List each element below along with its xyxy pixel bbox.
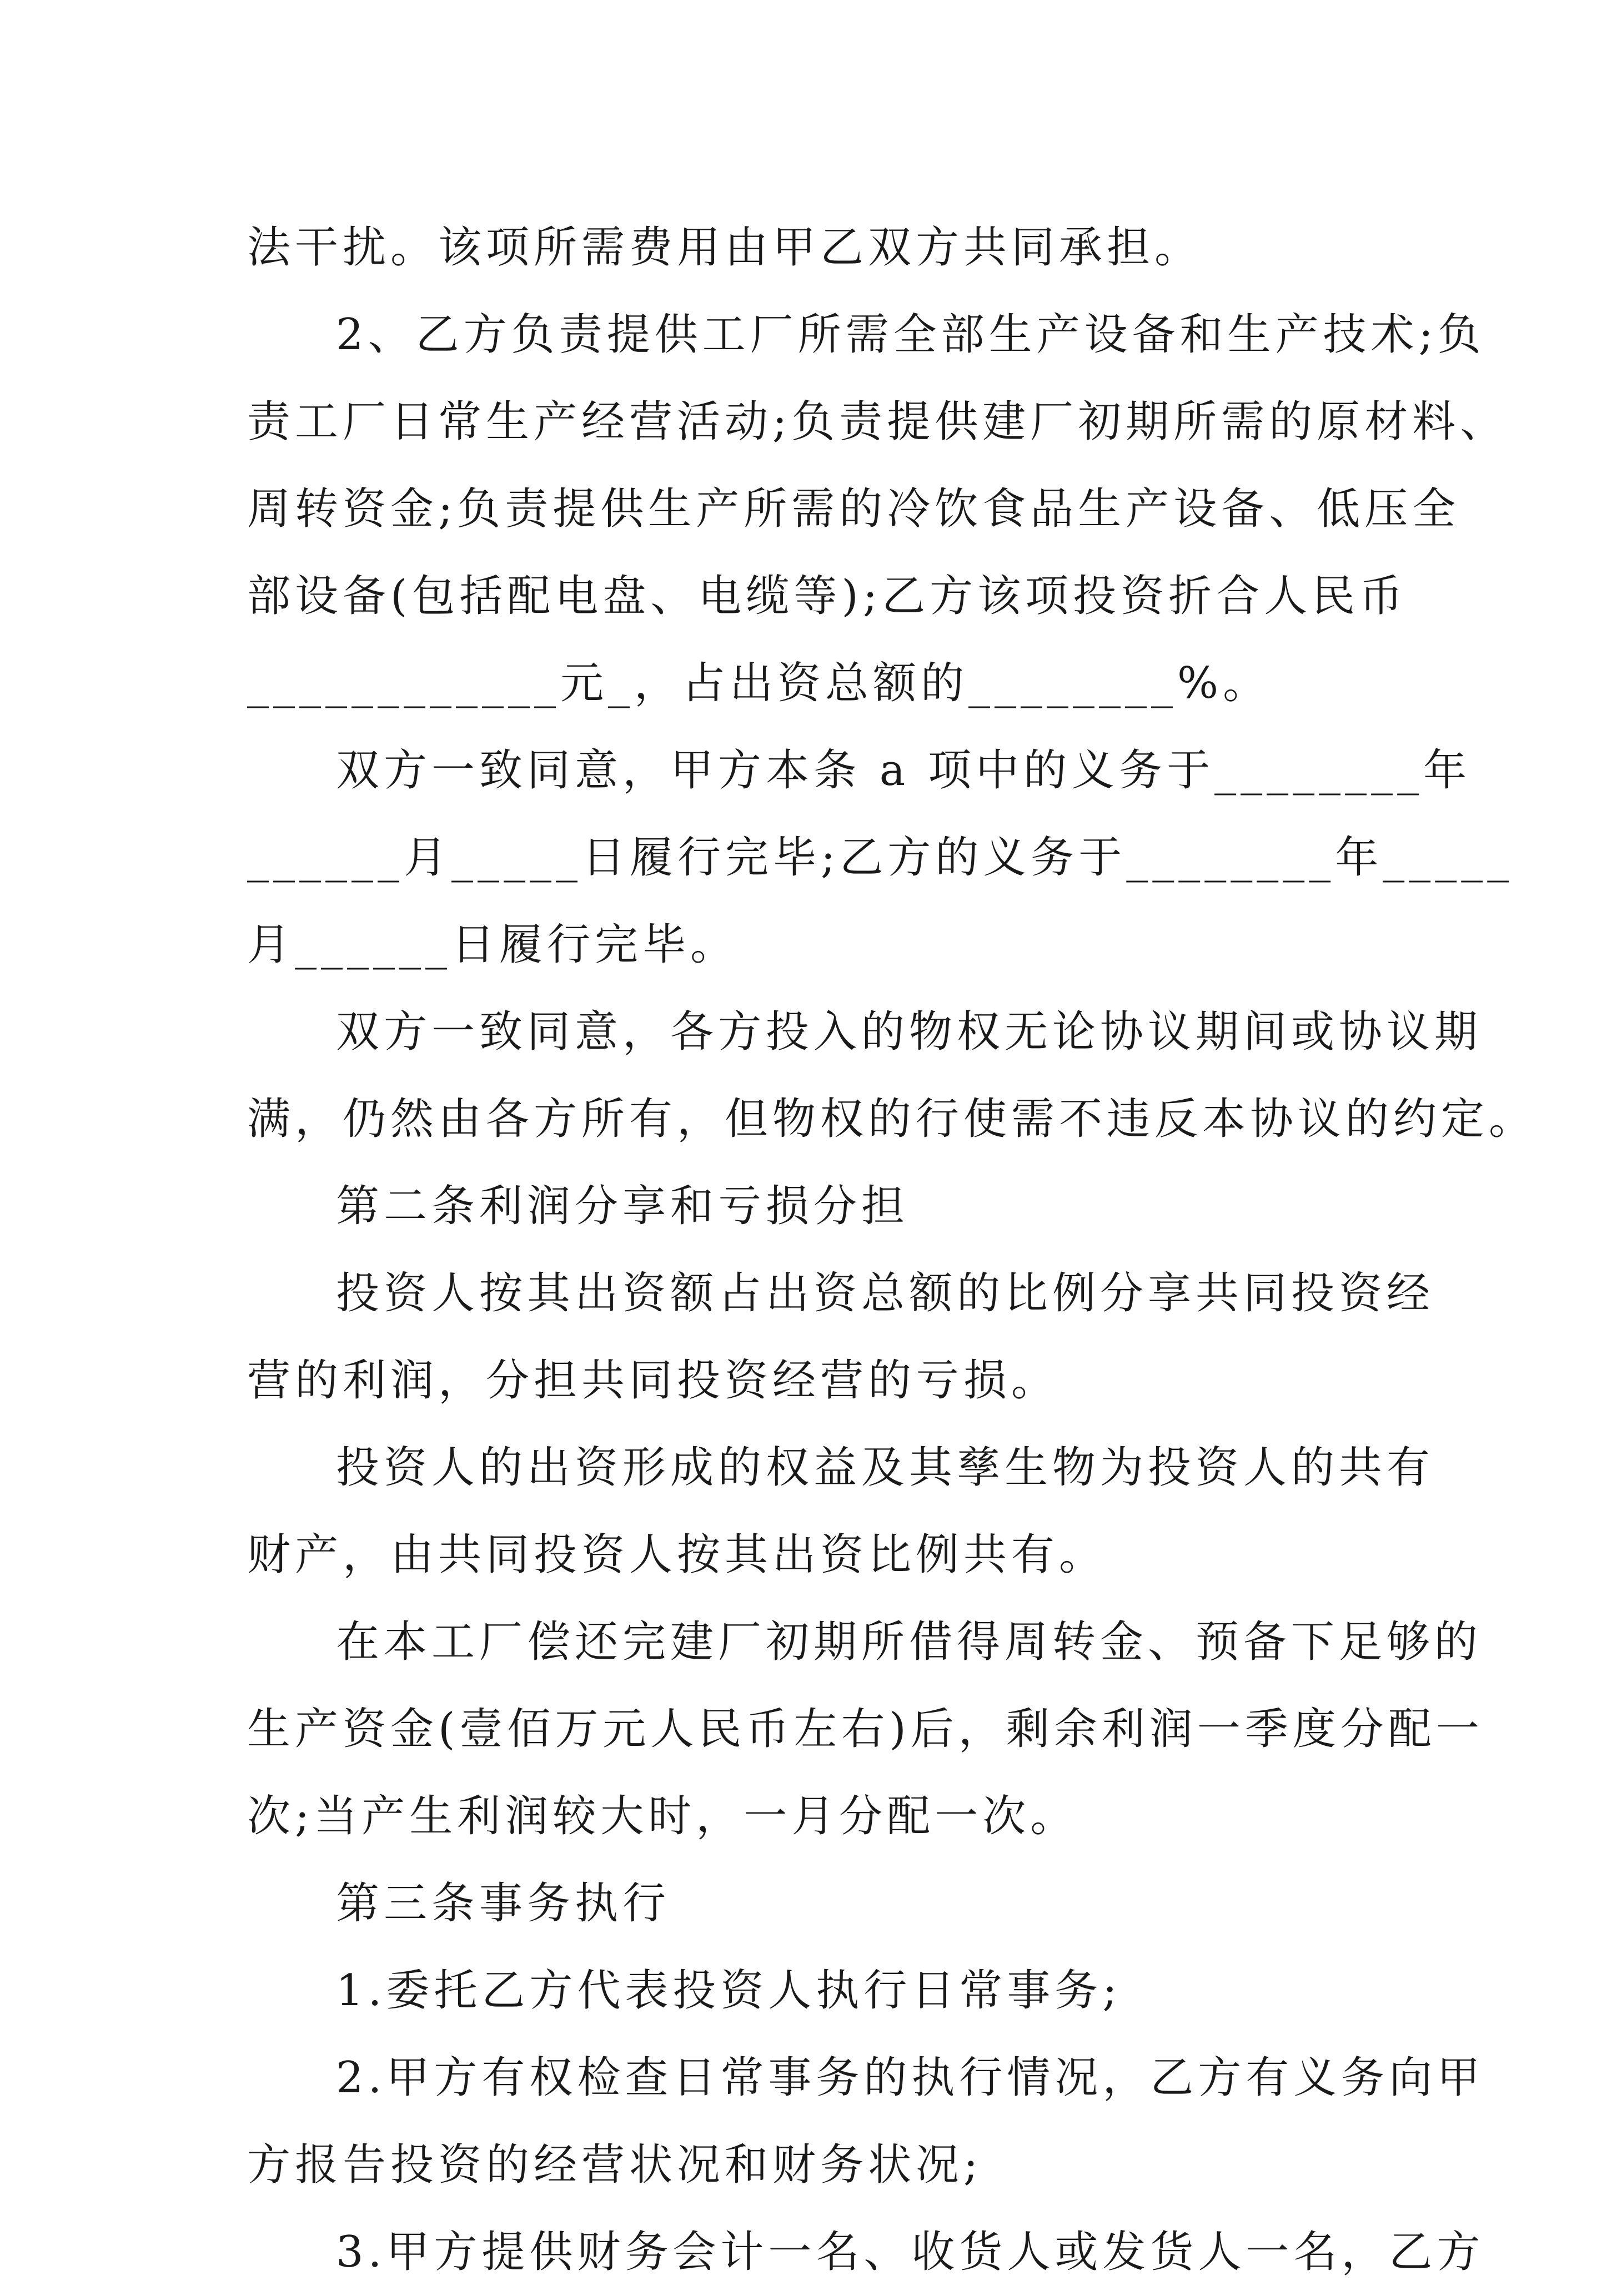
text-line: 双方一致同意，各方投入的物权无论协议期间或协议期 bbox=[336, 1007, 1483, 1057]
text-line: 满，仍然由各方所有，但物权的行使需不违反本协议的约定。 bbox=[247, 1094, 1537, 1144]
section-heading: 第二条利润分享和亏损分担 bbox=[336, 1181, 910, 1231]
text-line: 营的利润，分担共同投资经营的亏损。 bbox=[247, 1356, 1059, 1406]
text-line: 次;当产生利润较大时，一月分配一次。 bbox=[247, 1791, 1078, 1841]
text-line: 周转资金;负责提供生产所需的冷饮食品生产设备、低压全 bbox=[247, 484, 1460, 534]
document-body bbox=[247, 204, 1537, 2296]
text-line: 方报告投资的经营状况和财务状况; bbox=[247, 2140, 983, 2190]
text-line: 责工厂日常生产经营活动;负责提供建厂初期所需的原材料、 bbox=[247, 397, 1508, 447]
text-line: 在本工厂偿还完建厂初期所借得周转金、预备下足够的 bbox=[336, 1617, 1483, 1667]
text-line: 财产，由共同投资人按其出资比例共有。 bbox=[247, 1530, 1107, 1580]
list-item: 1.委托乙方代表投资人执行日常事务; bbox=[336, 1966, 1122, 2016]
text-line: ____________元_，占出资总额的________%。 bbox=[247, 658, 1271, 708]
text-line: 月______日履行完毕。 bbox=[247, 920, 739, 970]
text-line: 双方一致同意，甲方本条 a 项中的义务于________年 bbox=[336, 746, 1472, 795]
text-line: 法干扰。该项所需费用由甲乙双方共同承担。 bbox=[247, 223, 1203, 273]
section-heading: 第三条事务执行 bbox=[336, 1879, 671, 1929]
text-line: 2、乙方负责提供工厂所需全部生产设备和生产技术;负 bbox=[336, 310, 1485, 360]
list-item: 3.甲方提供财务会计一名、收货人或发货人一名，乙方 bbox=[336, 2227, 1485, 2277]
text-line: 部设备(包括配电盘、电缆等);乙方该项投资折合人民币 bbox=[247, 571, 1408, 621]
text-line: 生产资金(壹佰万元人民币左右)后，剩余利润一季度分配一 bbox=[247, 1704, 1484, 1754]
list-item: 2.甲方有权检查日常事务的执行情况，乙方有义务向甲 bbox=[336, 2053, 1485, 2103]
text-line: 投资人的出资形成的权益及其孳生物为投资人的共有 bbox=[336, 1443, 1435, 1493]
text-line: 投资人按其出资额占出资总额的比例分享共同投资经 bbox=[336, 1268, 1435, 1318]
text-line: ______月_____日履行完毕;乙方的义务于________年_____ bbox=[247, 833, 1514, 883]
